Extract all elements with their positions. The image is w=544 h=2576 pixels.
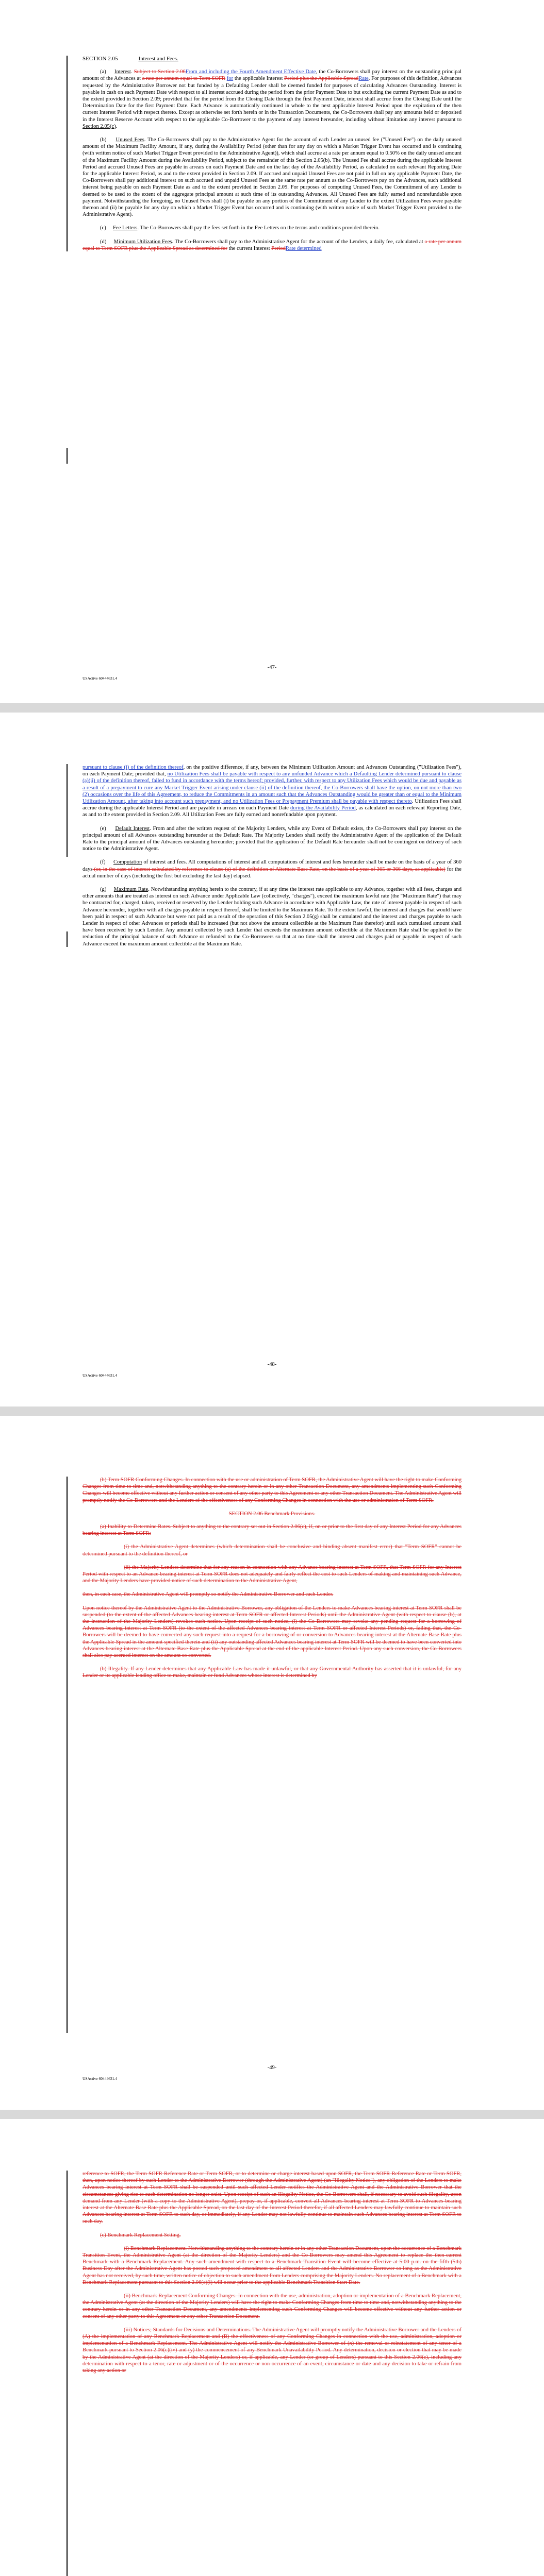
paragraph-notices-standards: (iii) Notices; Standards for Decisions and Determinations. The Administrative Agent will promptly notify the Administrative Borrower and the Lenders of (A) the implementation of any Benchmark Replacement and (B) the effectiveness of any Conforming Changes in connection with the use, administration, adoption or implementation of a Benchmark Replacement. The Administrative Agent will notify the Administrative Borrower of (x) the removal or reinstatement of any tenor of a Benchmark pursuant to Section 2.06(c)(iv) and (y) the commencement of any Benchmark Unavailability Period. Any determination, decision or election that may be made by the Administrative Agent (at the direction of the Majority Lenders) or, if applicable, any Lender (or group of Lenders) pursuant to this Section 2.06(c), including any determination with respect to a tenor, rate or adjustment or of the occurrence or non-occurrence of an event, circumstance or date and any decision to take or refrain from taking any action or [83, 2327, 461, 2374]
inserted-text: during the Availability Period [290, 805, 356, 811]
paragraph-unused-fees: (b) Unused Fees. The Co-Borrowers shall pay to the Administrative Agent for the account of each Lender an unused fee ("Unused Fee") on the daily unused amount of the Maximum Facility Amount, if any, during the Availability Period (other than for any day on which a Market Trigger Event has occurred and is continuing (with written notice of such Market Trigger Event provided to the Administrative Agent)), which shall accrue at a rate per annum equal to 0.50% on the daily unused amount of the Maximum Facility Amount during the Availability Period, subject to the remainder of this Section 2.05(b). The Unused Fee shall accrue during the applicable Interest Period and accrued Unused Fees are payable in arrears on each Payment Date and on the last day of the Availability Period, as calculated on each relevant Reporting Date for the applicable Interest Period, as and to the extent provided in Section 2.09. If accrued and unpaid Unused Fees are not paid in full on any applicable Payment Date, the Co-Borrowers shall pay additional interest on such accrued and unpaid Unused Fees at the same rate per annum as the Co-Borrowers pay on the Advances, such additional interest being payable on each Payment Date as and to the extent provided in Section 2.09. For purposes of computing Unused Fees, the Commitment of any Lender is deemed to be used to the extent of the aggregate principal amount at such time of its outstanding Advances. All Unused Fees are fully earned and nonrefundable upon payment. Notwithstanding the foregoing, no Unused Fees shall (i) be payable on any portion of the Commitment of any Lender to the extent Utilization Fees were payable thereon and (ii) be payable for any day on which a Market Trigger Event has occurred and is continuing (with written notice of such Market Trigger Event provided to the Administrative Agent). [83, 137, 461, 218]
deleted-text: Period plus the Applicable Spread [284, 76, 359, 82]
paragraph-illegality: (b) Illegality. If any Lender determines that any Applicable Law has made it unlawful, or that any Governmental Authority has asserted that it is unlawful, for any Lender or its applicable lending office to make, maintain or fund Advances whose interest is determined by [83, 1666, 461, 1679]
section-reference: Section 2.05(c) [83, 123, 116, 129]
change-bar [67, 764, 68, 857]
change-bar [67, 448, 68, 464]
page-50-body [83, 2171, 461, 2381]
page-number: -48- [267, 1362, 277, 1367]
inserted-text: Rate determined [285, 245, 322, 251]
page-49-body [83, 1477, 461, 1686]
paragraph-benchmark-conforming-changes: (ii) Benchmark Replacement Conforming Changes. In connection with the use, administration, adoption or implementation of a Benchmark Replacement, the Administrative Agent (at the direction of the Majority Lenders) will have the right to make Conforming Changes from time to time and, notwithstanding anything to the contrary herein or in any other Transaction Document, any amendments implementing such Conforming Changes will become effective without any further action or consent of any other party to this Agreement or any other Transaction Document. [83, 2293, 461, 2319]
paragraph-upon-notice: Upon notice thereof by the Administrative Agent to the Administrative Borrower, any obligation of the Lenders to make Advances bearing interest at Term SOFR shall be suspended (to the extent of the affected Advances bearing interest at Term SOFR or affected Interest Periods) until the Administrative Agent (with respect to clause (b), at the instruction of the Majority Lenders) revokes such notice. Upon receipt of such notice, (i) the Co-Borrowers may revoke any pending request for a borrowing of Advances bearing interest at Term SOFR (to the extent of the affected Advances bearing interest at Term SOFR or affected Interest Periods) or, failing that, the Co-Borrowers will be deemed to have converted any such request into a request for a borrowing of or conversion to Advances bearing interest at the Alternate Base Rate plus the Applicable Spread in the amount specified therein and (ii) any outstanding affected Advances bearing interest at Term SOFR will be deemed to have been converted into Advances bearing interest at the Alternate Base Rate plus the Applicable Spread at the end of the applicable Interest Period. Upon any such conversion, the Co-Borrowers shall also pay accrued interest on the amount so converted. [83, 1605, 461, 1659]
paragraph-computation: (f) Computation of interest and fees. All computations of interest and all computations of interest and fees hereunder shall be made on the basis of a year of 360 days (or, in the case of interest calculated by reference to clause (a) of the definition of Alternate Base Rate, on the basis of a year of 365 or 366 days, as applicable) for the actual number of days (including the first but excluding the last day) elapsed. [83, 859, 462, 879]
paragraph-clause-ii: (ii) the Majority Lenders determine that for any reason in connection with any Advance bearing interest at Term SOFR, that Term SOFR for any Interest Period with respect to an Advance bearing interest at Term SOFR does not adequately and fairly reflect the cost to such Lenders of making and maintaining such Advance, and the Majority Lenders have provided notice of such determination to the Administrative Agent, [83, 1564, 461, 1584]
page-number: -47- [267, 665, 277, 670]
paragraph-benchmark-replacement-setting: (c) Benchmark Replacement Setting. [100, 2232, 181, 2238]
paragraph-minimum-utilization-fees: (d) Minimum Utilization Fees. The Co-Borrowers shall pay to the Administrative Agent for the account of the Lenders, a daily fee, calculated at a rate per annum equal to Term SOFR plus the Applicable Spread as determined for the current Interest PeriodRate determined [83, 239, 461, 251]
paragraph-then-notify: then, in each case, the Administrative Agent will promptly so notify the Administrative Borrower and each Lender. [83, 1591, 334, 1598]
deleted-text: a rate per annum equal to Term SOFR plus the Applicable Spread as determined for [83, 239, 461, 251]
paragraph-benchmark-replacement: (i) Benchmark Replacement. Notwithstanding anything to the contrary herein or in any other Transaction Document, upon the occurrence of a Benchmark Transition Event, the Administrative Agent (at the direction of the Majority Lenders) and the Co-Borrowers may amend this Agreement to replace the then-current Benchmark with a Benchmark Replacement. Any such amendment with respect to a Benchmark Transition Event will become effective at 5:00 p.m. on the fifth (5th) Business Day after the Administrative Agent has posted such proposed amendment to all affected Lenders and the Administrative Borrower so long as the Administrative Agent has not received, by such time, written notice of objection to such amendment from Lenders comprising the Majority Lenders. No replacement of a Benchmark with a Benchmark Replacement pursuant to this Section 2.06(c)(i) will occur prior to the applicable Benchmark Transition Start Date. [83, 2245, 461, 2285]
section-2-06-heading: SECTION 2.06 Benchmark Provisions. [228, 1511, 316, 1517]
page-48 [0, 713, 544, 1406]
deleted-text: Period [271, 245, 286, 251]
paragraph-minimum-utilization-fees-cont: pursuant to clause (i) of the definition thereof, on the positive difference, if any, between the Minimum Utilization Amount and Advances Outstanding ("Utilization Fees"), on each Payment Date; provided that, no Utilization Fees shall be payable with respect to any unfunded Advance which a Defaulting Lender determined pursuant to clause (a)(ii) of the definition thereof, failed to fund in accordance with the terms hereof; provided, further, with respect to any Utilization Fees which would be due and payable as a result of a prepayment to cure any Market Trigger Event arising under clause (ii) of the definition thereof, the Co-Borrowers shall have the option, on not more than two (2) occasions over the life of this Agreement, to reduce the Commitments in an amount such that the Advances Outstanding would be greater than or equal to the Minimum Utilization Amount, after taking into account such prepayment, and no Utilization Fees or Prepayment Premium shall be payable with respect thereto. Utilization Fees shall accrue during the applicable Interest Period and are payable in arrears on each Payment Date during the Availability Period, as calculated on each relevant Reporting Date, as and to the extent provided in Section 2.09. All Utilization Fees are fully earned and nonrefundable upon payment. [83, 765, 461, 818]
inserted-text: Rate [358, 76, 369, 82]
section-heading: SECTION 2.05 Interest and Fees. [83, 56, 178, 62]
deleted-text: a rate per annum equal to Term SOFR [142, 76, 226, 82]
deleted-text: Subject to Section 2.06 [134, 69, 186, 75]
page-50 [0, 2119, 544, 2576]
inserted-text: for [226, 76, 234, 82]
document-footer: USActive 60444631.4 [83, 676, 118, 681]
paragraph-default-interest: (e) Default Interest. From and after the written request of the Majority Lenders, while any Event of Default exists, the Co-Borrowers shall pay interest on the principal amount of all Advances outstanding hereunder at the Default Rate. The Majority Lenders shall notify the Administrative Agent of the application of the Default Rate to the principal amount of the Advances outstanding hereunder; provided that the application of the Default Rate hereunder shall not be contingent on delivery of such notice to the Administrative Agent. [83, 825, 461, 852]
page-47-body [83, 56, 461, 259]
page-49 [0, 1416, 544, 2110]
paragraph-maximum-rate: (g) Maximum Rate. Notwithstanding anything herein to the contrary, if at any time the interest rate applicable to any Advance, together with all fees, charges and other amounts that are treated as interest on such Advance under Applicable Law (collectively, "charges"), exceed the maximum lawful rate (the "Maximum Rate") that may be contracted for, charged, taken, received or reserved by the Lender holding such Advance in accordance with Applicable Law, the rate of interest payable in respect of such Advance hereunder, together with all charges payable in respect thereof, shall be limited to the Maximum Rate. To the extent lawful, the interest and charges that would have been paid in respect of such Advance but were not paid as a result of the operation of this Section 2.05(g) shall be cumulated and the interest and charges payable to such Lender in respect of other Advances or periods shall be increased (but not above the amount collectible at the Maximum Rate therefor) until such cumulated amount shall have been received by such Lender. Any amount collected by such Lender that exceeds the maximum amount collectible at the Maximum Rate shall be applied to the reduction of the principal balance of such Advance or refunded to the Co-Borrowers so that at no time shall the interest and charges paid or payable in respect of such Advance exceed the maximum amount collectible at the Maximum Rate. [83, 887, 461, 947]
change-bar [67, 2171, 68, 2576]
deleted-text: (or, in the case of interest calculated by reference to clause (a) of the definition of Alternate Base Rate, on the basis of a year of 365 or 366 days, as applicable) [92, 866, 446, 872]
document-footer: USActive 60444631.4 [83, 2076, 118, 2081]
change-bar [67, 1477, 68, 2033]
paragraph-clause-i: (i) the Administrative Agent determines (which determination shall be conclusive and binding absent manifest error) that "Term SOFR" cannot be determined pursuant to the definition thereof, or [83, 1544, 461, 1557]
page-number: -49- [267, 2065, 277, 2071]
page-48-body [83, 764, 461, 954]
paragraph-inability-to-determine: (a) Inability to Determine Rates. Subject to anything to the contrary set out in Section 2.06(c), if, on or prior to the first day of any Interest Period for any Advances bearing interest at Term SOFR: [83, 1524, 461, 1537]
page-separator [0, 2110, 544, 2119]
paragraph-term-sofr-conforming-changes: (h) Term SOFR Conforming Changes. In connection with the use or administration of Term SOFR, the Administrative Agent will have the right to make Conforming Changes from time to time and, notwithstanding anything to the contrary herein or in any other Transaction Document, any amendments implementing such Conforming Changes will become effective without any further action or consent of any other party to this Agreement or any other Transaction Document. The Administrative Agent will promptly notify the Co-Borrowers and the Lenders of the effectiveness of any Conforming Changes in connection with the use or administration of Term SOFR. [83, 1477, 461, 1503]
page-separator [0, 703, 544, 713]
paragraph-interest: (a) Interest. Subject to Section 2.06From and including the Fourth Amendment Effective Date, the Co-Borrowers shall pay interest on the outstanding principal amount of the Advances at a rate per annum equal to Term SOFR for the applicable Interest Period plus the Applicable SpreadRate. For purposes of this definition, Advances requested by the Administrative Borrower not but funded by a Defaulting Lender shall be deemed funded for purposes of calculating Advances Outstanding. Interest is payable in cash on each Payment Date with respect to all interest accrued during the period from the prior Payment Date to but excluding the current Payment Date as and to the extent provided in Section 2.09; provided that for the period from the Closing Date through the first Payment Date, interest shall accrue from the Closing Date until the Determination Date for the first Payment Date. Each Advance is automatically continued in whole to the next applicable Interest Period upon the expiration of the then current Interest Period with respect thereto. Except as otherwise set forth herein or in the Transaction Documents, the Co-Borrowers shall pay any amounts held or deposited in the Interest Reserve Account with respect to the applicable Co-Borrower to the payment of any interest hereunder, including without limitation any interest pursuant to Section 2.05(c). [83, 69, 461, 129]
inserted-text: pursuant to clause (i) of the definition thereof [83, 765, 184, 770]
paragraph-fee-letters: (c) Fee Letters. The Co-Borrowers shall pay the fees set forth in the Fee Letters on the terms and conditions provided therein. [100, 225, 380, 231]
change-bar [67, 56, 68, 251]
inserted-text: no Utilization Fees shall be payable with respect to any unfunded Advance which a Defaulting Lender determined pursuant to clause (a)(ii) of the definition thereof, failed to fund in accordance with the terms hereof; provided, further, with respect to any Utilization Fees which would be due and payable as a result of a prepayment to cure any Market Trigger Event arising under clause (ii) of the definition thereof, the Co-Borrowers shall have the option, on not more than two (2) occasions over the life of this Agreement, to reduce the Commitments in an amount such that the Advances Outstanding would be greater than or equal to the Minimum Utilization Amount, after taking into account such prepayment, and no Utilization Fees or Prepayment Premium shall be payable with respect thereto [83, 771, 461, 805]
page-47 [0, 0, 544, 703]
inserted-text: From and including the Fourth Amendment Effective Date [185, 69, 316, 75]
change-bar [67, 931, 68, 947]
paragraph-illegality-cont: reference to SOFR, the Term SOFR Reference Rate or Term SOFR, or to determine or charge interest based upon SOFR, the Term SOFR Reference Rate or Term SOFR, then, upon notice thereof by such Lender to the Administrative Borrower (through the Administrative Agent) (an "Illegality Notice"), any obligation of the Lenders to make Advances bearing interest at Term SOFR shall be suspended until such affected Lender notifies the Administrative Agent and the Administrative Borrower that the circumstances giving rise to such determination no longer exist. Upon receipt of such an Illegality Notice, the Co-Borrowers shall, if necessary to avoid such illegality, upon demand from any Lender (with a copy to the Administrative Agent), prepay or, if applicable, convert all Advances bearing interest at Term SOFR to Advances bearing interest at the Alternate Base Rate plus the Applicable Spread, on the last day of the Interest Period therefor, if all affected Lenders may lawfully continue to maintain such Advances bearing interest at Term SOFR to such day, or immediately, if any Lender may not lawfully continue to maintain such Advances bearing interest at Term SOFR to such day. [83, 2171, 461, 2225]
document-footer: USActive 60444631.4 [83, 1373, 118, 1378]
page-separator [0, 1406, 544, 1416]
